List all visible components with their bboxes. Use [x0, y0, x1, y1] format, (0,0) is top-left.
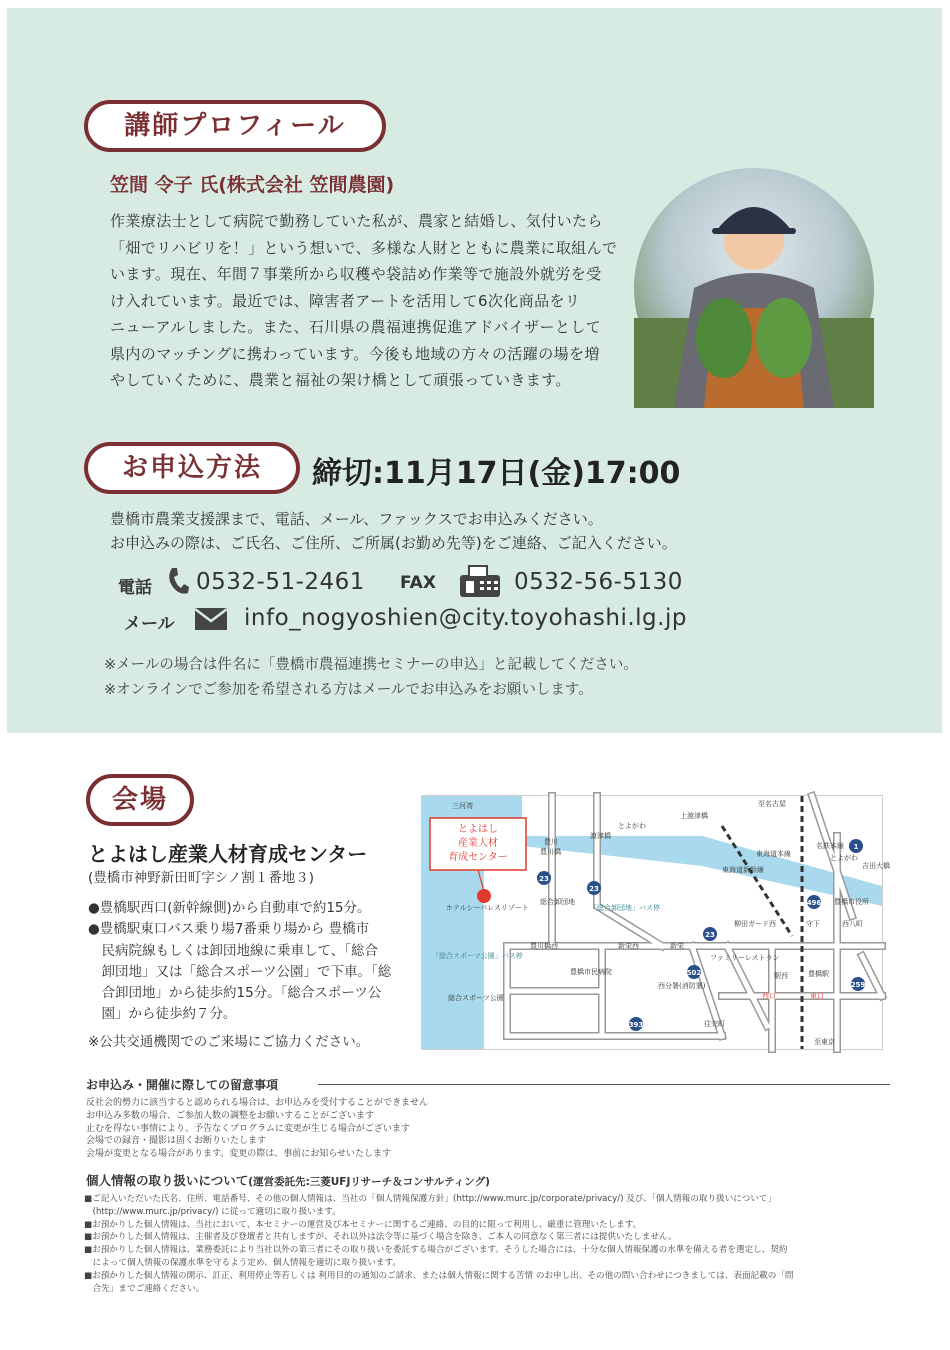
map-label: 西分署(消防署) — [658, 982, 706, 990]
privacy-heading-main: 個人情報の取り扱いについて — [86, 1173, 249, 1188]
map-label: 至名古屋 — [758, 800, 786, 808]
notice-line: お申込み多数の場合、ご参加人数の調整をお願いすることがございます — [86, 1110, 375, 1121]
privacy-heading — [86, 1171, 490, 1189]
bio-line: 「畑でリハビリを！」という想いで、多様な人財とともに農業に取組んで — [110, 238, 618, 257]
map-label: 総合スポーツ公園 — [448, 994, 504, 1002]
privacy-line: によって個人情報の保護水準を守るよう定め、個人情報を適切に取り扱います。 — [84, 1257, 401, 1268]
map-label: とよがわ — [830, 854, 858, 862]
privacy-list — [84, 1193, 794, 1295]
instructor-bio — [110, 208, 630, 394]
map-drawing — [422, 796, 890, 1049]
phone-icon — [166, 566, 190, 600]
map-center-label-3: 育成センター — [448, 852, 508, 863]
map-label: 豊川 — [544, 838, 558, 846]
bio-line: 県内のマッチングに携わっています。今後も地域の方々の活躍の場を増 — [110, 344, 600, 363]
apply-instruction-2: お申込みの際は、ご氏名、ご住所、ご所属(お勤め先等)をご連絡、ご記入ください。 — [110, 534, 677, 552]
venue-heading: 会場 — [86, 774, 194, 826]
map-label: 西口 — [762, 992, 776, 1000]
map-label: ファミリーレストラン — [710, 954, 780, 962]
route-marker: 23 — [589, 885, 599, 893]
privacy-line: ■お預かりした個人情報は、業務委託により当社以外の第三者にその取り扱いを委託する場合がございます。そうした場合には、十分な個人情報保護の水準を備える者を選定し、契約 — [84, 1245, 788, 1256]
bio-line: います。現在、年間７事業所から収穫や袋詰め作業等で施設外就労を受 — [110, 265, 602, 283]
apply-note-1: ※メールの場合は件名に「豊橋市農福連携セミナーの申込」と記載してください。 — [104, 657, 638, 673]
map-label: 駅西 — [774, 972, 788, 980]
map-label: 上渡津橋 — [680, 812, 708, 820]
map-label: 名鉄本線 — [816, 842, 844, 850]
access-line: 合卸団地」から徒歩約15分。「総合スポーツ公 — [88, 985, 382, 1002]
privacy-line: ■お預かりした個人情報の開示、訂正、利用停止等若しくは 利用目的の通知のご請求、または個人情報に関する苦情 のお申し出、その他の問い合わせにつきましては、表面記載の「問 — [84, 1270, 794, 1281]
map-center-label-2: 産業人材 — [458, 838, 498, 849]
map-label: 豊橋市役所 — [834, 898, 869, 906]
notice-divider — [318, 1084, 890, 1085]
apply-instruction-1: 豊橋市農業支援課まで、電話、メール、ファックスでお申込みください。 — [110, 510, 603, 528]
map-label: 総合卸団地 — [540, 898, 575, 906]
route-marker: 23 — [705, 931, 715, 939]
mail-icon — [194, 606, 228, 636]
profile-heading: 講師プロフィール — [84, 100, 386, 152]
map-label: 守下 — [806, 920, 820, 928]
tel-label: 電話 — [118, 578, 152, 598]
privacy-line: ■お預かりした個人情報は、当社において、本セミナーの運営及び本セミナーに関するご連絡、の目的に限って利用し、厳重に管理いたします。 — [84, 1219, 642, 1230]
venue-address: (豊橋市神野新田町字シノ割１番地３) — [88, 870, 314, 886]
access-line: ●豊橋駅西口(新幹線側)から自動車で約15分。 — [88, 900, 371, 916]
privacy-line: (http://www.murc.jp/privacy/) に従って適切に取り扱います。 — [84, 1206, 341, 1217]
venue-name: とよはし産業人材育成センター — [88, 842, 368, 866]
bio-line: ニューアルしました。また、石川県の農福連携促進アドバイザーとして — [110, 318, 602, 336]
map-label: 西八町 — [842, 920, 863, 928]
deadline: 締切:11月17日(金)17:00 — [312, 456, 681, 491]
map-label: ホテルシーパレスリゾート — [446, 904, 529, 912]
notice-line: 会場での録音・撮影は固くお断りいたします — [86, 1136, 267, 1147]
mail-address[interactable]: info_nogyoshien@city.toyohashi.lg.jp — [244, 605, 687, 631]
route-marker: 502 — [686, 969, 702, 977]
access-line: 民病院線もしくは卸団地線に乗車して、「総合 — [88, 942, 378, 959]
map-label: 東口 — [810, 992, 824, 1000]
access-line: 卸団地」又は「総合スポーツ公園」で下車。「総 — [88, 963, 392, 980]
bio-line: やしていくために、農業と福祉の架け橋として頑張っていきます。 — [110, 371, 571, 389]
map-label: 渡津橋 — [590, 832, 611, 840]
map-label: 新栄西 — [618, 942, 639, 950]
apply-note-2: ※オンラインでご参加を希望される方はメールでお申込みをお願いします。 — [104, 682, 593, 698]
bio-line: け入れています。最近では、障害者アートを活用して6次化商品をリ — [110, 291, 581, 310]
venue-marker — [477, 889, 491, 903]
map-label: 吉田大橋 — [862, 862, 890, 870]
map-label: 往完町 — [704, 1020, 725, 1028]
map-label: 豊川橋西 — [530, 942, 558, 950]
map-label: 豊川橋 — [540, 848, 561, 856]
notice-list — [86, 1097, 428, 1161]
bio-line: 作業療法士として病院で勤務していた私が、農家と結婚し、気付いたら — [110, 212, 603, 230]
instructor-name: 笠間 令子 氏(株式会社 笠間農園) — [110, 174, 395, 196]
mail-label: メール — [124, 614, 175, 634]
privacy-line: 合先」までご連絡ください。 — [84, 1283, 205, 1294]
map-label: 「総合スポーツ公園」バス停 — [432, 952, 523, 960]
map-label: 東海道本線 — [756, 850, 791, 858]
instructor-photo-illustration — [634, 168, 874, 408]
venue-access — [88, 898, 408, 1026]
route-marker: 259 — [850, 981, 866, 989]
map-label: 豊橋市民病院 — [570, 968, 612, 976]
venue-map — [421, 795, 890, 1050]
route-marker: 393 — [628, 1021, 644, 1029]
access-line: 園」から徒歩約７分。 — [88, 1006, 237, 1023]
map-label: 三河湾 — [452, 802, 473, 810]
map-center-label-1: とよはし — [458, 824, 498, 835]
map-label: 至東京 — [814, 1038, 835, 1046]
privacy-line: ■お預かりした個人情報は、主催者及び登壇者と共有しますが、それ以外は法令等に基づく場合を除き、ご本人の同意なく第三者には提供いたしません。 — [84, 1232, 677, 1243]
tel-number[interactable]: 0532-51-2461 — [196, 569, 365, 595]
map-label: 新栄 — [670, 942, 684, 950]
privacy-heading-sub: (運営委託先:三菱UFJリサーチ＆コンサルティング) — [248, 1176, 490, 1188]
notice-line: 止むを得ない事情により、予告なくプログラムに変更が生じる場合がございます — [86, 1123, 410, 1134]
instructor-photo — [634, 168, 874, 408]
route-marker: 496 — [806, 899, 822, 907]
fax-icon — [458, 563, 502, 603]
fax-label: FAX — [400, 573, 436, 593]
map-label: 柳田ガード西 — [734, 920, 776, 928]
notice-line: 会場が変更となる場合があります。変更の際は、事前にお知らせいたします — [86, 1149, 392, 1160]
notice-heading: お申込み・開催に際しての留意事項 — [86, 1078, 279, 1092]
route-marker: 1 — [853, 843, 859, 851]
map-label: 豊橋駅 — [808, 970, 829, 978]
notice-line: 反社会的勢力に該当すると認められる場合は、お申込みを受付することができません — [86, 1098, 429, 1108]
apply-heading: お申込方法 — [84, 442, 300, 494]
map-label: とよがわ — [618, 822, 646, 830]
privacy-line: ■ご記入いただいた氏名、住所、電話番号、その他の個人情報は、当社の「個人情報保護方針」(http://www.murc.jp/corporate/privacy/) 及び、「個人情報の取り扱いについて」 — [84, 1194, 777, 1204]
venue-note: ※公共交通機関でのご来場にご協力ください。 — [88, 1034, 370, 1050]
fax-number: 0532-56-5130 — [514, 569, 683, 595]
route-marker: 23 — [539, 875, 549, 883]
access-line: ●豊橋駅東口バス乗り場7番乗り場から 豊橋市 — [88, 921, 370, 938]
map-label: 「総合卸団地」バス停 — [590, 904, 660, 912]
map-label: 東海道新幹線 — [722, 866, 764, 874]
